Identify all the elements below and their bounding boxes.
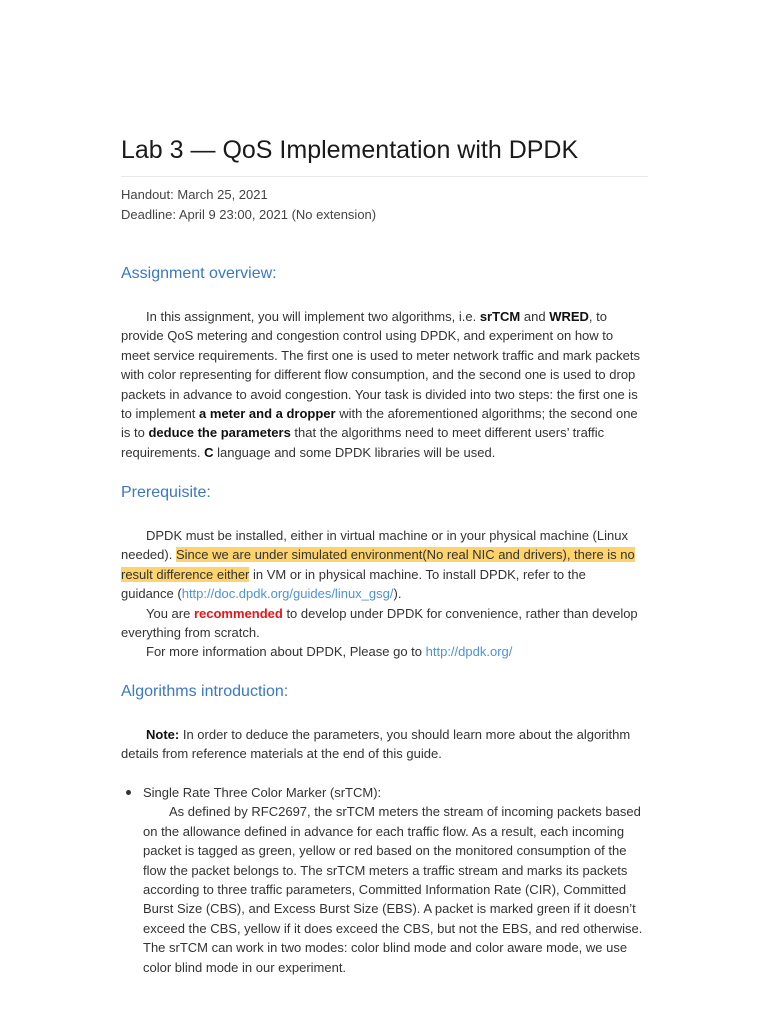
section-heading-overview: Assignment overview: [121, 265, 277, 282]
recommended-emphasis: recommended [193, 605, 283, 621]
prereq-paragraph-2: You are recommended to develop under DPDK for convenience, rather than develop everything from scratch. [121, 605, 638, 641]
bullet-body: As defined by RFC2697, the srTCM meters the stream of incoming packets based on the allowance defined in advance for each traffic flow. As a result, each incoming packet is tagged as green, yellow or red based on the monitored consumption of the flow the packet belongs to. The srTCM meters a traffic stream and marks its packets according to three traffic parameters, Committed Information Rate (CIR), Committed Burst Size (CBS), and Excess Burst Size (EBS). A packet is marked green if it doesn’t exceed the CBS, yellow if it does exceed the CBS, but not the EBS, and red otherwise. The srTCM can work in two modes: color blind mode and color aware mode, we use color blind mode in our experiment. [143, 804, 643, 975]
handout-date: Handout: March 25, 2021 [121, 187, 268, 202]
algorithm-list [121, 783, 648, 977]
bullet-title: Single Rate Three Color Marker (srTCM): [143, 785, 382, 800]
section-heading-algorithms: Algorithms introduction: [121, 683, 289, 700]
bullet-dot-icon [126, 790, 131, 795]
algorithms-note: Note: In order to deduce the parameters, you should learn more about the algorithm details from reference materials at the end of this guide. [121, 727, 631, 762]
list-item [121, 783, 648, 977]
title-divider [121, 176, 648, 177]
meter-dropper-term: a meter and a dropper [199, 406, 336, 422]
c-language-term: C [204, 444, 214, 460]
dpdk-guide-link[interactable]: http://doc.dpdk.org/guides/linux_gsg/ [181, 586, 394, 602]
page-title: Lab 3 — QoS Implementation with DPDK [121, 136, 579, 164]
deduce-params-term: deduce the parameters [148, 425, 291, 441]
highlighted-note: Since we are under simulated environment(No real NIC and drivers), there is no result difference either [121, 547, 635, 582]
deadline-date: Deadline: April 9 23:00, 2021 (No extension) [121, 207, 377, 222]
dpdk-site-link[interactable]: http://dpdk.org/ [425, 644, 513, 660]
prerequisite-block [121, 526, 641, 662]
overview-paragraph: In this assignment, you will implement two algorithms, i.e. srTCM and WRED, to provide QoS metering and congestion control using DPDK, and experiment on how to meet service requirements. The first one is used to meter network traffic and mark packets with color representing for different flow consumption, and the second one is used to drop packets in advance to avoid congestion. Your task is divided into two steps: the first one is to implement a meter and a dropper with the aforementioned algorithms; the second one is to deduce the parameters that the algorithms need to meet different users’ traffic requirements. C language and some DPDK libraries will be used. [121, 309, 641, 460]
note-label: Note: [146, 727, 180, 742]
wred-term: WRED [549, 309, 589, 324]
section-heading-prerequisite: Prerequisite: [121, 484, 211, 501]
prereq-paragraph-3: For more information about DPDK, Please go to http://dpdk.org/ [146, 644, 513, 660]
prereq-paragraph-1: DPDK must be installed, either in virtual machine or in your physical machine (Linux needed). Since we are under simulated environment(No real NIC and drivers), there is no result difference either in VM or in physical machine. To install DPDK, refer to the guidance (http://doc.dpdk.org/guides/linux_gsg/). [121, 528, 635, 602]
srtcm-term: srTCM [479, 309, 521, 324]
doc-meta [121, 185, 376, 225]
